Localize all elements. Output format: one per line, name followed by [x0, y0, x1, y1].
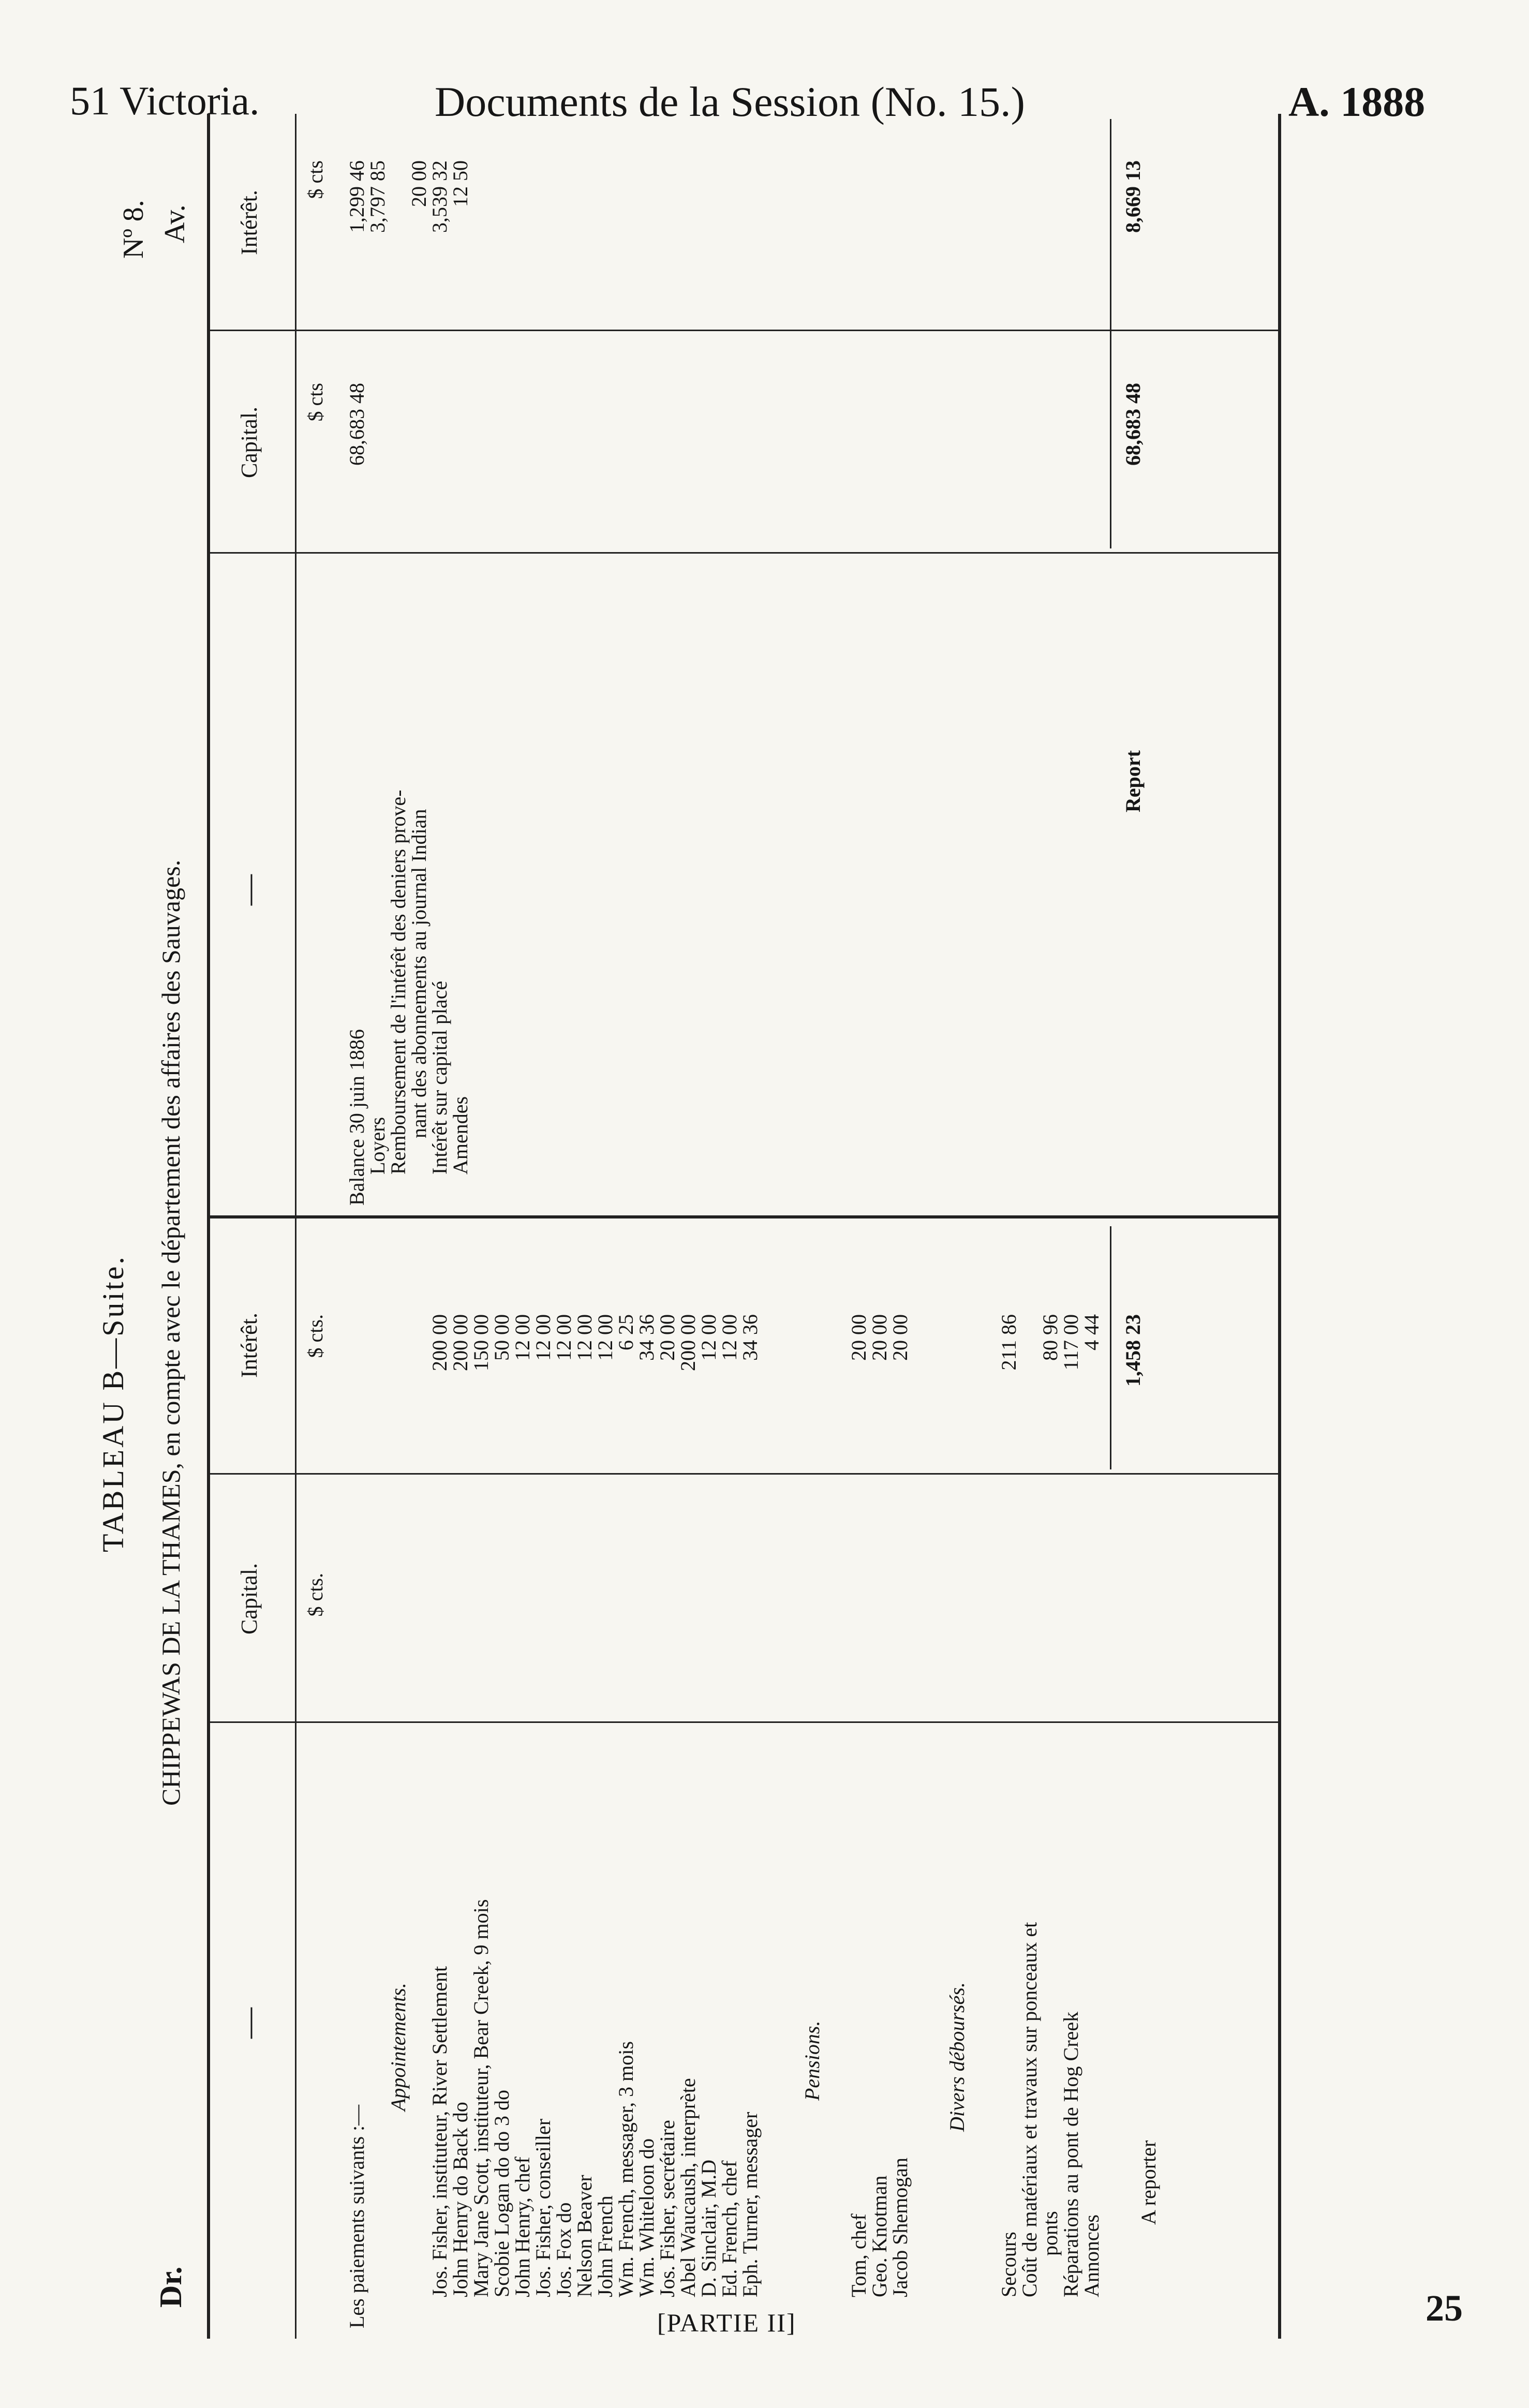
left-total-rule: [1110, 1226, 1111, 1469]
left-capital-rule: [207, 1721, 1278, 1723]
section-appointements: Appointements.: [387, 1983, 410, 2111]
right-interet-rule: [207, 330, 1278, 331]
payments-intro: Les paiements suivants :—: [345, 2104, 368, 2328]
right-interet-unit: $ cts: [304, 160, 327, 199]
right-interet-heading: Intérêt.: [236, 190, 262, 255]
right-heading-dash: —: [231, 874, 265, 905]
left-total-label: A reporter: [1137, 2140, 1160, 2225]
right-total-rule: [1110, 119, 1111, 548]
center-divider: [207, 1215, 1278, 1218]
table-number: Nº 8.: [117, 200, 150, 259]
left-total-interet: 1,458 23: [1121, 1314, 1145, 1387]
table-subtitle: CHIPPEWAS DE LA THAMES, en compte avec le département des affaires des Sauvages.: [156, 859, 185, 1806]
left-interet-heading: Intérêt.: [236, 1313, 262, 1378]
header-bottom-rule: [295, 114, 296, 2339]
right-capital-unit: $ cts: [304, 383, 327, 422]
rotated-table-page: TABLEAU B—Suite. Dr. CHIPPEWAS DE LA THAMES, en compte avec le département des affaires des Sauvages. Nº 8. Av. — Capital. Intérêt. — Capital. Intérêt. $ cts. $ cts. $ cts $ cts Les paiements suivants :— Appointements. Jos. Fisher, instituteur, River Settlement 200 00 John Henry do Back do 200 00 Mary Jane Scott, instituteur, Bear Creek, 9 mois 150 00 Scobie Logan do do 3 do 50 00 John Henry, chef 12 00 Jos. Fisher, conseiller 12 00 Jos. Fox do 12 00 Nelson Beaver 12 00 John French 12 00 Wm. French, messager, 3 mois 6 25 Wm. Whiteloon do 34 36 Jos. Fisher, secrétaire 20 00 Abel Waucaush, interprète 200 00 D. Sinclair, M.D 12 00 Ed. French, chef 12 00 Eph. Turner, messager 34 36 Pensions. Tom, chef 20 00 Geo. Knotman 20 00 Jacob Shemogan 20 00 Divers déboursés. Secours 211 86 Coût de matériaux et travaux sur ponceaux et ponts 80 96 Réparations au pont de Hog Creek 117 00 Annonces 4 44 A reporter 1,458 23 Balance 30 juin 1886 68,683 48 1,299 46 Loyers 3,797 85 Remboursement de l'intérêt des deniers prove- nant des abonnements au journal Indian 20 00 Intérêt sur capital placé 3,539 32 Amendes 12 50 Report 68,683 48 8,669 13: [88, 114, 1433, 2339]
left-capital-unit: $ cts.: [304, 1573, 327, 1617]
running-header-session-year: 51 Victoria.: [70, 78, 260, 123]
table-top-rule: [207, 114, 210, 2339]
table-bottom-rule: [1278, 114, 1281, 2339]
running-header-title: Documents de la Session (No. 15.): [435, 78, 1025, 125]
running-header-year: A. 1888: [1288, 78, 1426, 125]
page-number: 25: [1426, 2287, 1463, 2329]
left-capital-heading: Capital.: [236, 1563, 262, 1635]
left-interet-rule: [207, 1473, 1278, 1475]
right-total-label: Report: [1121, 750, 1145, 812]
section-pensions: Pensions.: [800, 2020, 824, 2101]
left-interet-unit: $ cts.: [304, 1314, 327, 1358]
right-total-interet: 8,669 13: [1121, 160, 1145, 233]
debit-label: Dr.: [154, 2266, 188, 2308]
right-total-capital: 68,683 48: [1121, 383, 1145, 466]
table-title: TABLEAU B—Suite.: [96, 1255, 130, 1552]
left-heading-dash: —: [231, 2008, 265, 2039]
right-capital-heading: Capital.: [236, 406, 262, 479]
right-capital-rule: [207, 552, 1278, 554]
credit-label: Av.: [159, 204, 191, 243]
section-divers: Divers déboursés.: [945, 1982, 969, 2132]
footer-part-label: [PARTIE II]: [657, 2308, 796, 2337]
